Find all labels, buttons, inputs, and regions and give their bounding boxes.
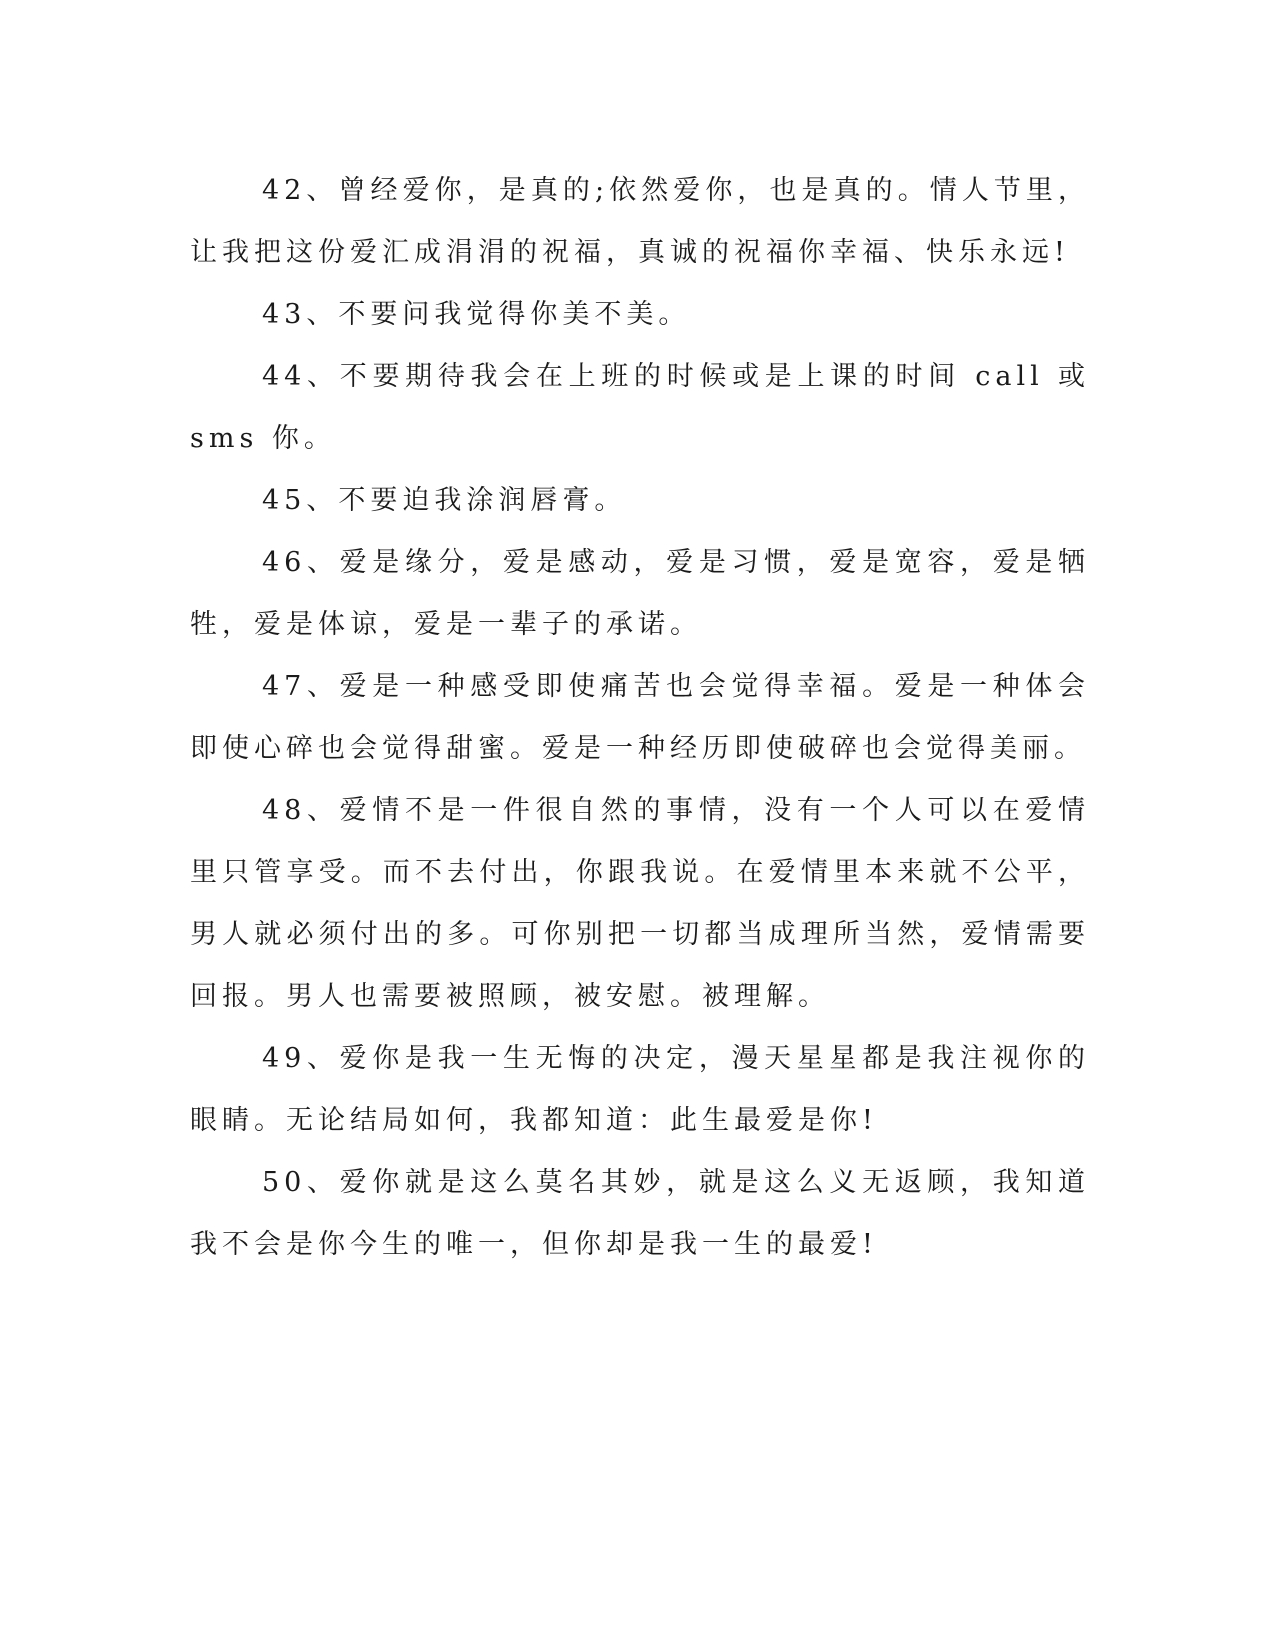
document-body bbox=[190, 160, 1090, 1276]
paragraph-46: 46、爱是缘分，爱是感动，爱是习惯，爱是宽容，爱是牺牲，爱是体谅，爱是一辈子的承诺。 bbox=[190, 547, 1090, 640]
paragraph-43: 43、不要问我觉得你美不美。 bbox=[262, 299, 691, 330]
paragraph-48: 48、爱情不是一件很自然的事情，没有一个人可以在爱情里只管享受。而不去付出，你跟我说。在爱情里本来就不公平，男人就必须付出的多。可你别把一切都当成理所当然，爱情需要回报。男人也需要被照顾，被安慰。被理解。 bbox=[190, 795, 1090, 1012]
paragraph-44: 44、不要期待我会在上班的时候或是上课的时间 call 或 sms 你。 bbox=[190, 361, 1090, 454]
paragraph-42: 42、曾经爱你，是真的;依然爱你，也是真的。情人节里，让我把这份爱汇成涓涓的祝福，真诚的祝福你幸福、快乐永远! bbox=[190, 175, 1090, 268]
paragraph-47: 47、爱是一种感受即使痛苦也会觉得幸福。爱是一种体会即使心碎也会觉得甜蜜。爱是一种经历即使破碎也会觉得美丽。 bbox=[190, 671, 1090, 764]
paragraph-49: 49、爱你是我一生无悔的决定，漫天星星都是我注视你的眼睛。无论结局如何，我都知道：此生最爱是你! bbox=[190, 1043, 1090, 1136]
paragraph-50: 50、爱你就是这么莫名其妙，就是这么义无返顾，我知道我不会是你今生的唯一，但你却是我一生的最爱! bbox=[190, 1167, 1090, 1260]
paragraph-45: 45、不要迫我涂润唇膏。 bbox=[262, 485, 627, 516]
